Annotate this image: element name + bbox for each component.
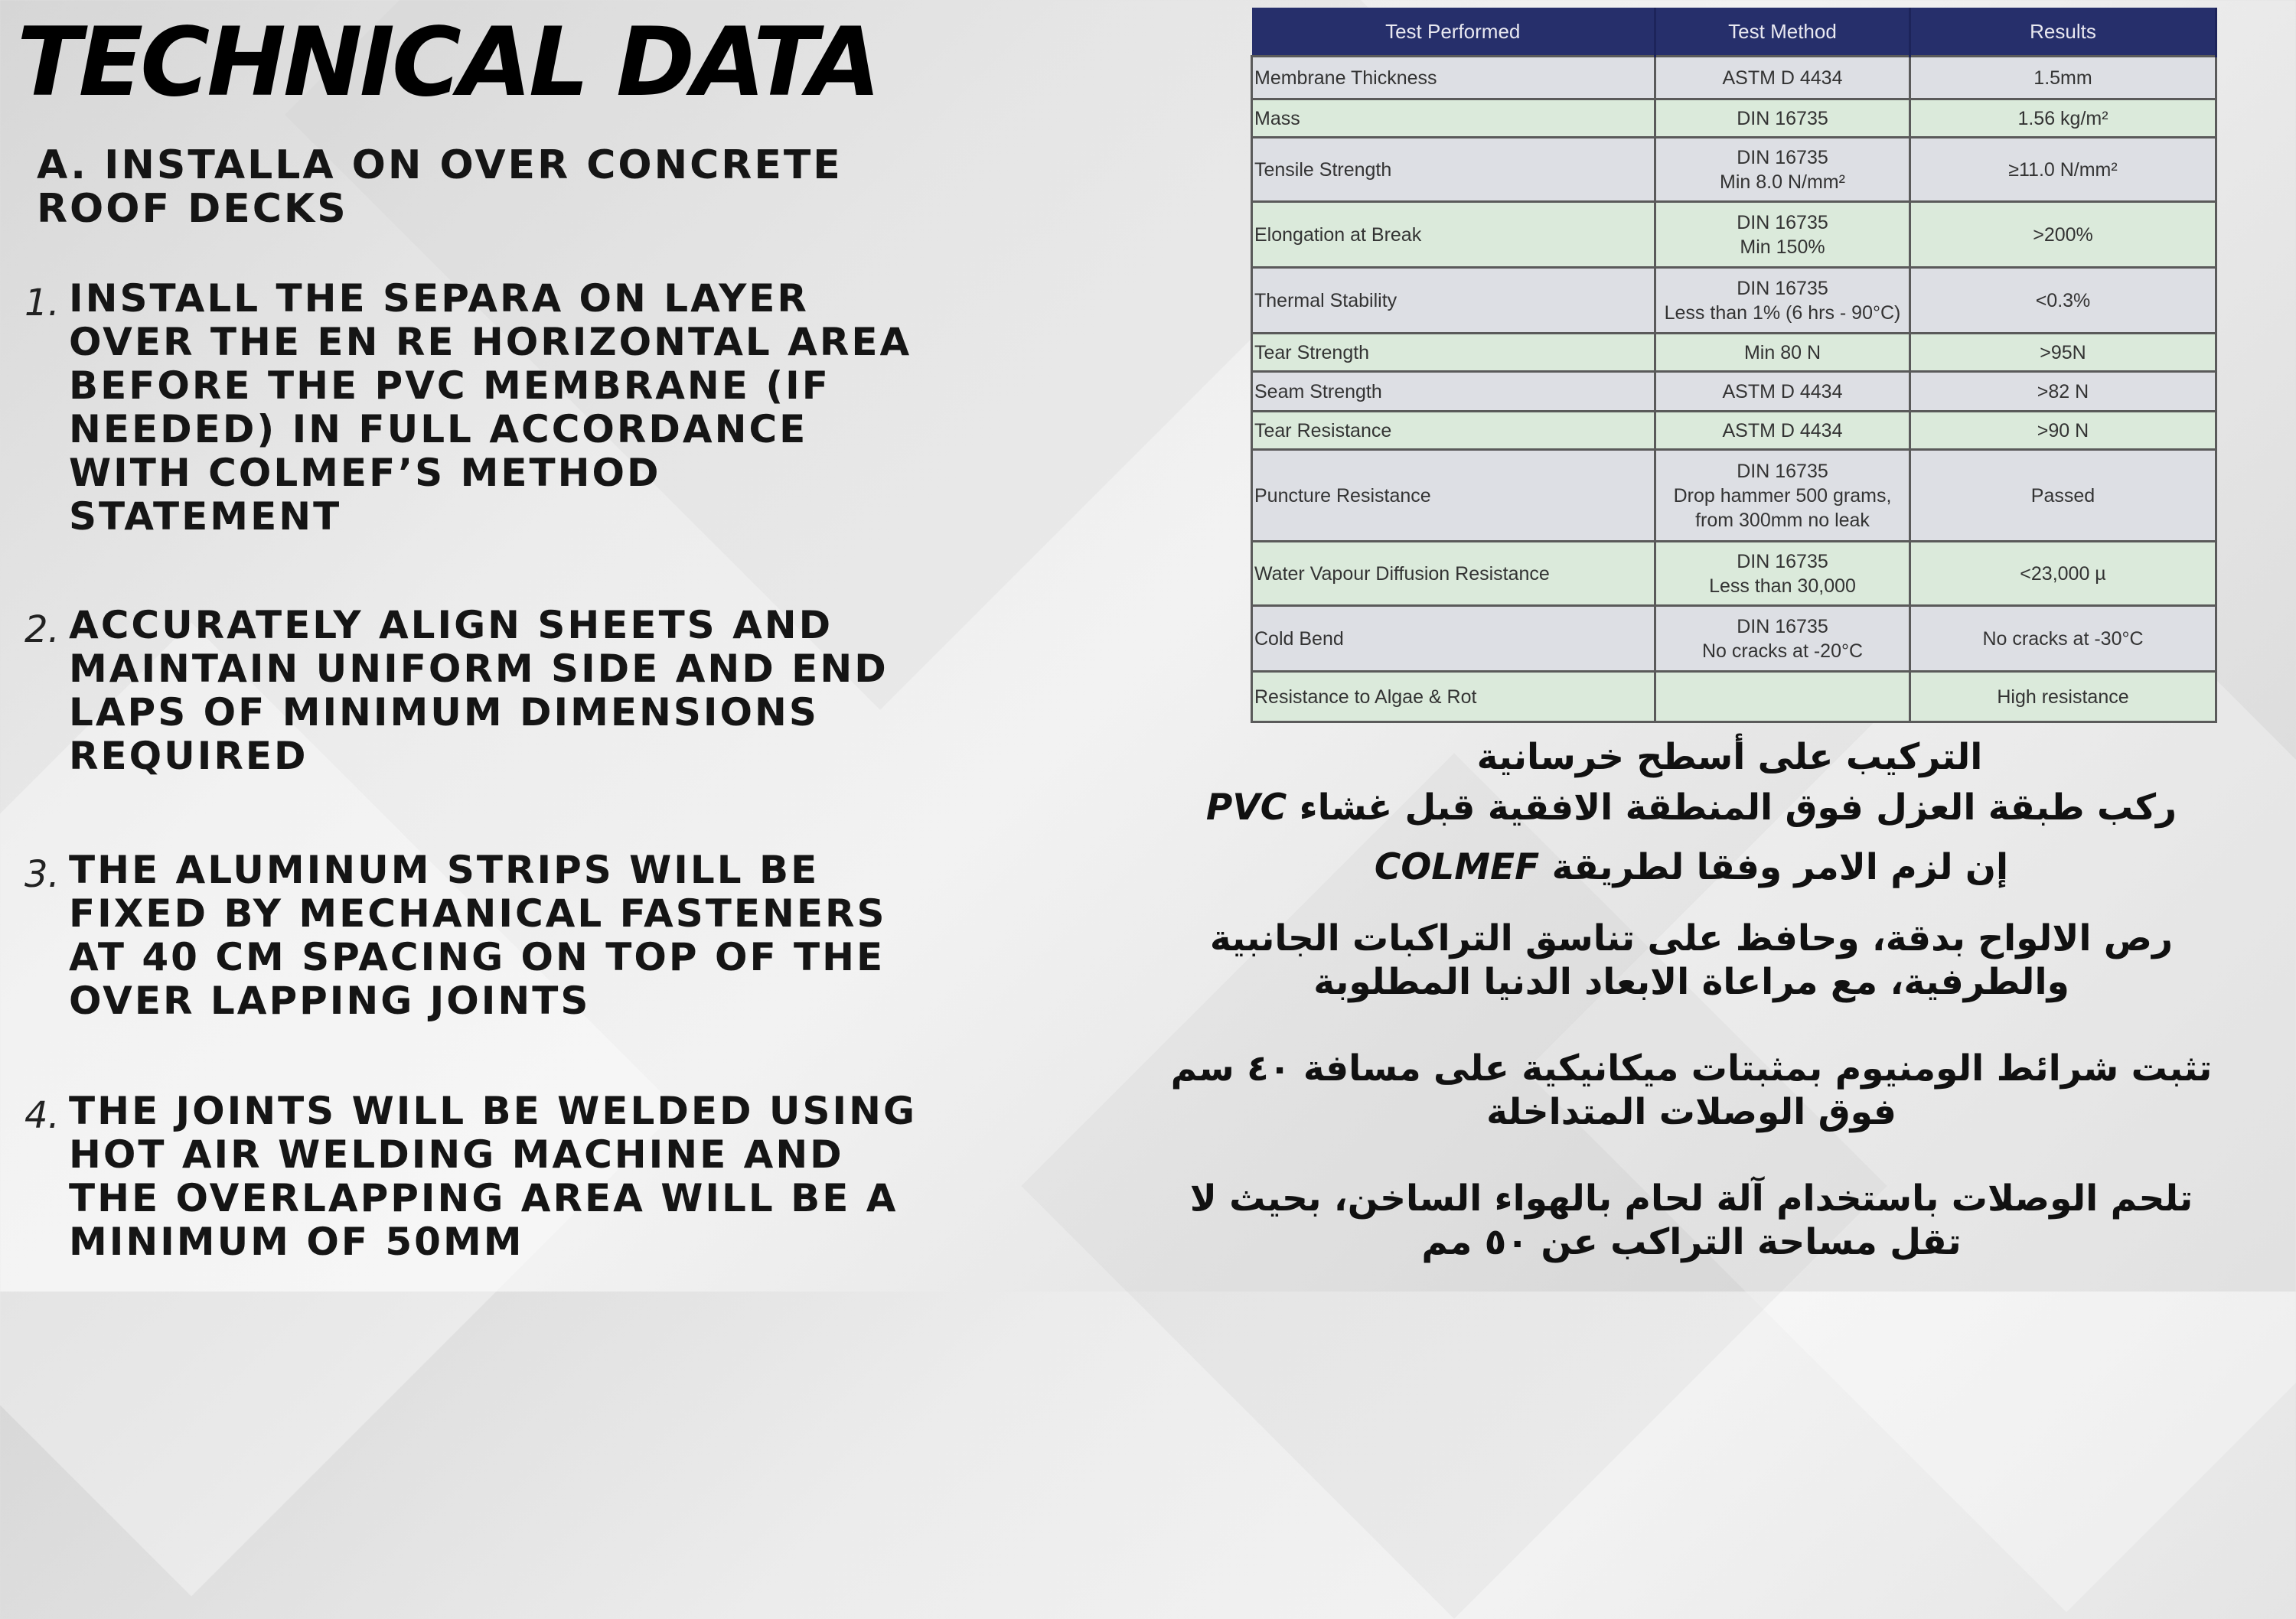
step-text: INSTALL THE SEPARA ON LAYER OVER THE EN RE HORIZONTAL AREA BEFORE THE PVC MEMBRANE (IF NEEDED) IN FULL ACCORDANCE WITH COLMEF’S METHOD STATEMENT	[69, 276, 912, 539]
cell-test-method	[1655, 606, 1910, 672]
page-title: TECHNICAL DATA	[17, 8, 879, 118]
method-line: DIN 16735	[1737, 211, 1828, 233]
method-line: Less than 30,000	[1709, 575, 1856, 597]
arabic-latin-term: PVC	[1205, 787, 1287, 829]
arabic-step-2: رص الالواح بدقة، وحافظ على تناسق التراكبات الجانبية والطرفية، مع مراعاة الابعاد الدنيا المطلوبة	[1209, 917, 2174, 1003]
method-line: DIN 16735	[1737, 550, 1828, 572]
method-line: from 300mm no leak	[1695, 509, 1870, 531]
method-line: Less than 1% (6 hrs - 90°C)	[1664, 301, 1901, 324]
cell-test-method	[1655, 412, 1910, 450]
header-test-performed: Test Performed	[1252, 8, 1655, 57]
arabic-text: ركب طبقة العزل فوق المنطقة الافقية قبل غشاء	[1299, 787, 2177, 829]
arabic-heading: التركيب على أسطح خرسانية	[1476, 736, 1983, 778]
cell-result: >82 N	[1910, 372, 2216, 412]
cell-result: No cracks at -30°C	[1910, 606, 2216, 672]
table-row	[1252, 202, 2216, 268]
cell-result: >90 N	[1910, 412, 2216, 450]
step-text: THE JOINTS WILL BE WELDED USING HOT AIR WELDING MACHINE AND THE OVERLAPPING AREA WILL BE A MINIMUM OF 50MM	[69, 1089, 917, 1264]
cell-test-performed: Membrane Thickness	[1252, 57, 1655, 99]
method-line: DIN 16735	[1737, 460, 1828, 482]
step-number: 2.	[24, 608, 60, 651]
method-line: DIN 16735	[1737, 277, 1828, 299]
step-number: 1.	[24, 282, 60, 324]
table-row	[1252, 542, 2216, 606]
cell-test-method	[1655, 268, 1910, 334]
arabic-step-1-line-2	[1148, 846, 2235, 888]
table-row	[1252, 334, 2216, 372]
step-number: 3.	[24, 853, 60, 896]
table-row	[1252, 412, 2216, 450]
cell-test-performed: Mass	[1252, 99, 1655, 138]
step-text: ACCURATELY ALIGN SHEETS AND MAINTAIN UNIFORM SIDE AND END LAPS OF MINIMUM DIMENSIONS REQUIRED	[69, 603, 889, 778]
technical-data-table	[1251, 8, 2217, 723]
cell-result: >95N	[1910, 334, 2216, 372]
cell-result: <23,000 µ	[1910, 542, 2216, 606]
table-row	[1252, 450, 2216, 542]
method-line: DIN 16735	[1737, 615, 1828, 637]
arabic-latin-term: COLMEF	[1374, 846, 1540, 888]
cell-test-method	[1655, 672, 1910, 722]
cell-result: High resistance	[1910, 672, 2216, 722]
method-line: Min 150%	[1740, 236, 1825, 258]
method-line: DIN 16735	[1737, 107, 1828, 129]
cell-test-method	[1655, 99, 1910, 138]
cell-test-method	[1655, 334, 1910, 372]
cell-test-method	[1655, 138, 1910, 202]
cell-test-performed: Resistance to Algae & Rot	[1252, 672, 1655, 722]
table-row	[1252, 268, 2216, 334]
cell-test-method	[1655, 542, 1910, 606]
method-line: Min 8.0 N/mm²	[1720, 171, 1845, 193]
method-line: ASTM D 4434	[1722, 67, 1843, 89]
cell-test-method	[1655, 372, 1910, 412]
method-line: ASTM D 4434	[1722, 380, 1843, 402]
cell-result: 1.5mm	[1910, 57, 2216, 99]
cell-result: 1.56 kg/m²	[1910, 99, 2216, 138]
cell-test-performed: Seam Strength	[1252, 372, 1655, 412]
header-test-method: Test Method	[1655, 8, 1910, 57]
table-row	[1252, 138, 2216, 202]
section-subtitle: A. INSTALLA ON OVER CONCRETE ROOF DECKS	[37, 142, 843, 232]
table-row	[1252, 57, 2216, 99]
step-number: 4.	[24, 1094, 60, 1137]
step-text: THE ALUMINUM STRIPS WILL BE FIXED BY MECHANICAL FASTENERS AT 40 CM SPACING ON TOP OF THE OVER LAPPING JOINTS	[69, 848, 887, 1023]
cell-result: Passed	[1910, 450, 2216, 542]
cell-test-method	[1655, 202, 1910, 268]
method-line: Drop hammer 500 grams,	[1673, 484, 1892, 507]
cell-test-performed: Tear Resistance	[1252, 412, 1655, 450]
table-row	[1252, 372, 2216, 412]
cell-test-performed: Tear Strength	[1252, 334, 1655, 372]
method-line: Min 80 N	[1743, 341, 1821, 363]
cell-result: <0.3%	[1910, 268, 2216, 334]
arabic-step-4: تلحم الوصلات باستخدام آلة لحام بالهواء الساخن، بحيث لا تقل مساحة التراكب عن ٥٠ مم	[1189, 1178, 2193, 1263]
method-line: No cracks at -20°C	[1701, 640, 1864, 662]
method-line: DIN 16735	[1737, 146, 1828, 168]
cell-test-performed: Tensile Strength	[1252, 138, 1655, 202]
cell-test-method	[1655, 57, 1910, 99]
table-row	[1252, 99, 2216, 138]
arabic-step-1-line-1	[1148, 787, 2235, 829]
cell-test-performed: Cold Bend	[1252, 606, 1655, 672]
table-row	[1252, 672, 2216, 722]
cell-test-performed: Puncture Resistance	[1252, 450, 1655, 542]
header-results: Results	[1910, 8, 2216, 57]
cell-test-performed: Thermal Stability	[1252, 268, 1655, 334]
arabic-step-3: تثبت شرائط الومنيوم بمثبتات ميكانيكية على مسافة ٤٠ سم فوق الوصلات المتداخلة	[1170, 1047, 2213, 1133]
cell-test-method	[1655, 450, 1910, 542]
table-row	[1252, 606, 2216, 672]
cell-result: >200%	[1910, 202, 2216, 268]
method-line: ASTM D 4434	[1722, 419, 1843, 441]
arabic-text: إن لزم الامر وفقا لطريقة	[1551, 846, 2009, 888]
table-header-row	[1252, 8, 2216, 57]
cell-test-performed: Elongation at Break	[1252, 202, 1655, 268]
cell-result: ≥11.0 N/mm²	[1910, 138, 2216, 202]
cell-test-performed: Water Vapour Diffusion Resistance	[1252, 542, 1655, 606]
